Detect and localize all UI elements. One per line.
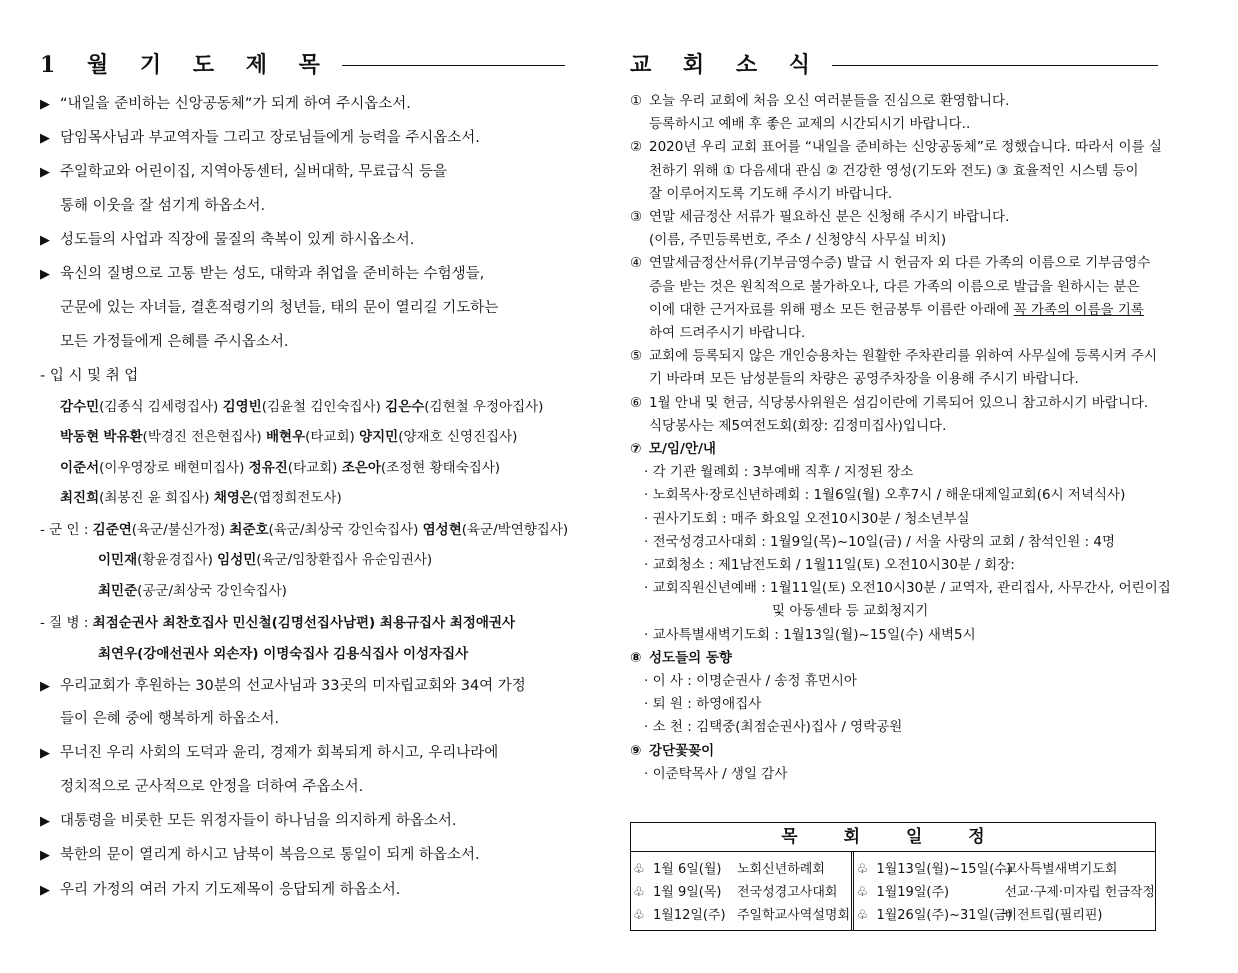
person-note: (김종식 김세령집사)	[99, 399, 219, 415]
schedule-event: 비전트립(필리핀)	[1004, 908, 1103, 923]
news-text: (이름, 주민등록번호, 주소 / 신청양식 사무실 비치)	[649, 232, 947, 249]
person-name: 최민준	[98, 583, 138, 599]
person-name: 최진희	[60, 490, 100, 506]
news-subitem: · 교사특별새벽기도회 : 1월13일(월)~15일(수) 새벽5시	[644, 626, 976, 643]
person-note: (박경진 전은현집사)	[142, 429, 262, 445]
person-name: 이민재	[98, 552, 138, 568]
clover-icon: ♧	[856, 862, 869, 877]
triangle-bullet-icon: ▶	[40, 883, 50, 898]
item-number: ③	[630, 209, 643, 225]
news-text: 하여 드려주시기 바랍니다.	[649, 325, 806, 341]
person-name: 채영은	[213, 490, 253, 506]
prayer-item	[40, 845, 565, 866]
clover-icon: ♧	[633, 885, 645, 900]
person-name: 배현우	[266, 429, 306, 445]
prayer-item	[40, 264, 565, 285]
triangle-bullet-icon: ▶	[40, 131, 50, 146]
prayer-text: 주일학교와 어린이집, 지역아동센터, 실버대학, 무료급식 등을	[60, 164, 448, 180]
news-item	[630, 394, 1158, 413]
person-names: 최연우(강애선권사 외손자) 이명숙집사 김용식집사 이성자집사	[98, 646, 469, 662]
news-item	[630, 92, 1158, 111]
prayer-text-continued: 통해 이웃을 잘 섬기게 하옵소서.	[60, 198, 266, 214]
schedule-date: 1월 9일(목)	[653, 885, 722, 900]
person-names: 최점순권사 최찬호집사 민신철(김명선집사남편) 최용규집사 최정애권사	[92, 615, 516, 631]
triangle-bullet-icon: ▶	[40, 848, 50, 863]
clover-icon: ♧	[856, 885, 869, 900]
triangle-bullet-icon: ▶	[40, 746, 50, 761]
person-name: 박유환	[103, 429, 143, 445]
prayer-item	[40, 880, 565, 901]
schedule-event: 노회신년하례회	[737, 862, 825, 877]
item-number: ⑨	[630, 742, 642, 759]
prayer-text: 우리 가정의 여러 가지 기도제목이 응답되게 하옵소서.	[60, 882, 401, 898]
triangle-bullet-icon: ▶	[40, 267, 50, 282]
person-note: (양재호 신영진집사)	[398, 429, 518, 445]
news-text-continued	[630, 115, 1158, 134]
prayer-text: 성도들의 사업과 직장에 물질의 축복이 있게 하시옵소서.	[60, 232, 415, 248]
news-subitem: · 퇴 원 : 하영애집사	[644, 696, 762, 713]
news-text: 연말세금정산서류(기부금영수증) 발급 시 헌금자 외 다른 가족의 이름으로 기부금영수	[649, 255, 1151, 272]
person-name: 박동현	[60, 429, 100, 445]
person-name: 김은수	[385, 399, 425, 415]
person-name: 정유진	[248, 460, 288, 476]
news-text: 등록하시고 예배 후 좋은 교제의 시간되시기 바랍니다..	[649, 116, 971, 133]
item-number: ⑦	[630, 441, 642, 457]
news-subitem: · 각 기관 월례회 : 3부예배 직후 / 지정된 장소	[644, 464, 914, 481]
schedule-row	[856, 881, 1155, 904]
prayer-text-continued: 들이 은혜 중에 행복하게 하옵소서.	[60, 711, 280, 727]
news-text: 식당봉사는 제5여전도회(회장: 김정미집사)입니다.	[649, 417, 947, 434]
item-number: ②	[630, 139, 643, 156]
triangle-bullet-icon: ▶	[40, 233, 50, 248]
news-subitem: · 교회청소 : 제1남전도회 / 1월11일(토) 오전10시30분 / 회장:	[644, 557, 1015, 573]
person-note: (타교회)	[305, 429, 355, 445]
person-name: 감수민	[60, 399, 100, 415]
news-text-continued	[630, 417, 1158, 436]
prayer-header	[40, 46, 565, 80]
prayer-item	[40, 128, 565, 149]
prayer-item	[40, 162, 565, 183]
prayer-item	[40, 94, 565, 115]
schedule-column-left	[631, 852, 854, 930]
heading-text: 성도들의 동향	[649, 649, 732, 666]
item-number: ①	[630, 93, 643, 109]
schedule-date: 1월12일(주)	[653, 908, 726, 923]
person-name: 김영빈	[222, 399, 262, 415]
exam-label: - 입 시 및 취 업	[40, 368, 139, 384]
schedule-event: 주일학교사역설명회	[737, 908, 851, 923]
news-item	[630, 208, 1158, 227]
person-note: (김윤철 김인숙집사)	[261, 399, 381, 415]
title-rule	[832, 65, 1158, 66]
news-subitem: · 전국성경고사대회 : 1월9일(목)~10일(금) / 서울 사랑의 교회 / 참석인원 : 4명	[644, 533, 1116, 550]
prayer-text: 북한의 문이 열리게 하시고 남북이 복음으로 통일이 되게 하옵소서.	[60, 847, 480, 863]
prayer-text: “내일을 준비하는 신앙공동체”가 되게 하여 주시옵소서.	[60, 96, 411, 112]
person-note: (조정현 황태숙집사)	[380, 460, 501, 476]
news-text-continued	[630, 278, 1158, 297]
news-text: 교회에 등록되지 않은 개인승용차는 원활한 주차관리를 위하여 사무실에 등록시켜 주시	[649, 348, 1158, 365]
news-text: 연말 세금정산 서류가 필요하신 분은 신청해 주시기 바랍니다.	[649, 209, 1010, 225]
news-text: 2020년 우리 교회 표어를 “내일을 준비하는 신앙공동체”로 정했습니다. 따라서 이를 실	[649, 139, 1162, 156]
heading-text: 모/임/안/내	[649, 441, 716, 457]
person-name: 조은아	[341, 460, 381, 476]
army-names	[40, 581, 565, 601]
exam-names	[40, 397, 565, 417]
person-note: (엽정희전도사)	[252, 490, 342, 506]
sick-label: - 질 병 :	[40, 615, 93, 631]
schedule-date: 1월 6일(월)	[653, 862, 722, 877]
person-name: 임성민	[217, 552, 257, 568]
prayer-title: 1 월 기 도 제 목	[40, 51, 332, 78]
news-text: 증을 받는 것은 원칙적으로 불가하오나, 다른 가족의 이름으로 발급을 원하시는 분은	[649, 278, 1140, 295]
prayer-item	[40, 811, 565, 832]
schedule-row	[633, 881, 851, 904]
schedule-row	[856, 904, 1155, 927]
news-subitem-continued: 및 아동센타 등 교회청지기	[772, 603, 929, 620]
schedule-event: 선교·구제·미자립 헌금작정	[1004, 885, 1155, 900]
news-header	[630, 46, 1158, 80]
news-subitem: · 이 사 : 이명순권사 / 송정 휴먼시아	[644, 673, 857, 689]
clover-icon: ♧	[633, 862, 645, 877]
schedule-row	[633, 858, 851, 881]
sick-names	[40, 613, 565, 633]
prayer-item	[40, 230, 565, 251]
news-text: 이에 대한 근거자료를 위해 평소 모든 헌금봉투 이름란 아래에	[649, 301, 1014, 318]
person-name: 염성현	[422, 522, 462, 538]
person-note: (육군/불신가정)	[131, 522, 226, 538]
news-text: 기 바라며 모든 남성분들의 차량은 공영주차장을 이용해 주시기 바랍니다.	[649, 371, 1079, 388]
prayer-text: 우리교회가 후원하는 30분의 선교사님과 33곳의 미자립교회와 34여 가정	[60, 678, 526, 694]
news-subitem: · 소 천 : 김택중(최점순권사)집사 / 영락공원	[644, 719, 903, 736]
prayer-text: 대통령을 비롯한 모든 위정자들이 하나님을 의지하게 하옵소서.	[60, 813, 457, 829]
exam-names	[40, 427, 565, 447]
heading-text: 강단꽃꽂이	[649, 742, 715, 759]
news-subitem: · 교회직원신년예배 : 1월11일(토) 오전10시30분 / 교역자, 관리집사, 사무간사, 어린이집	[644, 580, 1171, 597]
schedule-row	[633, 904, 851, 927]
news-text: 1월 안내 및 헌금, 식당봉사위원은 섬김이란에 기록되어 있으니 참고하시기 바랍니다.	[649, 394, 1149, 411]
news-title: 교 회 소 식	[630, 51, 822, 78]
news-text-continued	[630, 162, 1158, 181]
news-text-continued	[630, 370, 1158, 389]
item-number: ⑤	[630, 348, 643, 365]
title-rule	[342, 65, 565, 66]
news-heading	[630, 742, 1158, 761]
schedule-row	[856, 858, 1155, 881]
person-note: (타교회)	[287, 460, 338, 476]
prayer-item	[40, 743, 565, 764]
person-note: (공군/최상국 강인숙집사)	[137, 583, 287, 599]
news-item	[630, 347, 1158, 366]
schedule-date: 1월19일(주)	[876, 885, 950, 900]
exam-names	[40, 458, 565, 478]
news-text-continued	[630, 324, 1158, 343]
person-note: (육군/임창환집사 유순임권사)	[256, 552, 433, 568]
news-text: 천하기 위해 ① 다음세대 관심 ② 건강한 영성(기도와 전도) ③ 효율적인 시스템 등이	[649, 162, 1139, 179]
prayer-text: 담임목사님과 부교역자들 그리고 장로님들에게 능력을 주시옵소서.	[60, 130, 480, 146]
person-note: (이우영장로 배현미집사)	[99, 460, 245, 476]
triangle-bullet-icon: ▶	[40, 679, 50, 694]
schedule-date: 1월26일(주)~31일(금)	[876, 908, 1012, 923]
prayer-text-continued: 군문에 있는 자녀들, 결혼적령기의 청년들, 태의 문이 열리길 기도하는	[60, 300, 499, 316]
prayer-text: 무너진 우리 사회의 도덕과 윤리, 경제가 회복되게 하시고, 우리나라에	[60, 745, 499, 761]
ministry-schedule-box	[630, 822, 1156, 931]
schedule-title: 목 회 일 정	[631, 823, 1155, 852]
news-subitem: · 노회목사·장로신년하례회 : 1월6일(월) 오후7시 / 해운대제일교회(6시 저녁식사)	[644, 487, 1126, 504]
schedule-date: 1월13일(월)~15일(수)	[876, 862, 1012, 877]
person-note: (김현철 우정아집사)	[424, 399, 544, 415]
prayer-item	[40, 676, 565, 697]
item-number: ⑥	[630, 394, 643, 411]
person-note: (황윤경집사)	[137, 552, 213, 568]
news-text: 오늘 우리 교회에 처음 오신 여러분들을 진심으로 환영합니다.	[649, 93, 1010, 109]
prayer-text: 육신의 질병으로 고통 받는 성도, 대학과 취업을 준비하는 수험생들,	[60, 266, 485, 282]
person-name: 최준호	[229, 522, 269, 538]
triangle-bullet-icon: ▶	[40, 814, 50, 829]
person-note: (최봉진 윤 희집사)	[99, 490, 210, 506]
news-subitem: · 이준탁목사 / 생일 감사	[644, 765, 788, 782]
exam-names	[40, 488, 565, 508]
news-text: 잘 이루어지도록 기도해 주시기 바랍니다.	[649, 185, 893, 202]
person-note: (육군/최상국 강인숙집사)	[268, 522, 419, 538]
army-names	[40, 520, 569, 540]
underlined-text: 꼭 가족의 이름을 기록	[1013, 301, 1144, 318]
news-text-continued	[630, 231, 1158, 250]
clover-icon: ♧	[633, 908, 645, 923]
prayer-text-continued: 정치적으로 군사적으로 안정을 더하여 주옵소서.	[60, 779, 364, 795]
triangle-bullet-icon: ▶	[40, 165, 50, 180]
news-subitem: · 권사기도회 : 매주 화요일 오전10시30분 / 청소년부실	[644, 510, 970, 527]
news-item	[630, 138, 1162, 157]
item-number: ④	[630, 255, 643, 272]
news-item	[630, 254, 1158, 273]
triangle-bullet-icon: ▶	[40, 97, 50, 112]
item-number: ⑧	[630, 649, 642, 666]
news-heading	[630, 649, 1158, 668]
army-names	[40, 550, 565, 570]
person-note: (육군/박연향집사)	[461, 522, 569, 538]
clover-icon: ♧	[856, 908, 869, 923]
news-text-continued	[630, 185, 1158, 204]
prayer-text-continued: 모든 가정들에게 은혜를 주시옵소서.	[60, 334, 289, 350]
person-name: 김준연	[92, 522, 132, 538]
person-name: 양지민	[359, 429, 399, 445]
news-text-continued	[630, 301, 1158, 320]
schedule-event: 교사특별새벽기도회	[1004, 862, 1118, 877]
army-label: - 군 인 :	[40, 522, 93, 538]
schedule-event: 전국성경고사대회	[737, 885, 838, 900]
schedule-column-right	[854, 852, 1155, 930]
news-heading	[630, 440, 1158, 459]
person-name: 이준서	[60, 460, 100, 476]
sick-names	[40, 644, 565, 664]
